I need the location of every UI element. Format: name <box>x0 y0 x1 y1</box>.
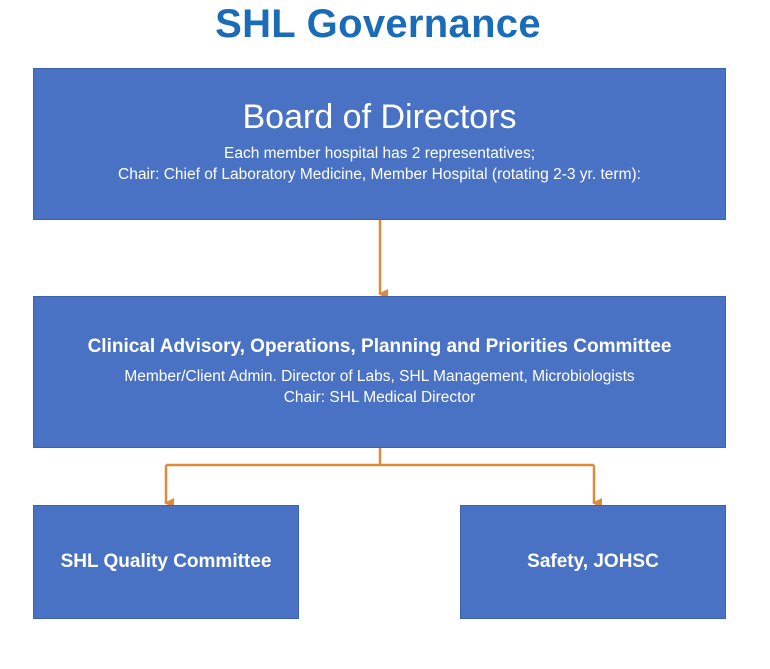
cap-committee-node <box>33 296 726 448</box>
cap-line-1: Member/Client Admin. Director of Labs, SHL Management, Microbiologists <box>124 368 635 385</box>
quality-committee-node <box>33 505 299 619</box>
board-line-1: Each member hospital has 2 representatives; <box>223 144 536 162</box>
board-line-2: Chair: Chief of Laboratory Medicine, Member Hospital (rotating 2-3 yr. term): <box>118 165 641 183</box>
board-heading: Board of Directors <box>242 97 517 136</box>
quality-heading: SHL Quality Committee <box>60 551 272 572</box>
safety-node <box>460 505 726 619</box>
cap-line-2: Chair: SHL Medical Director <box>283 389 476 406</box>
safety-heading: Safety, JOHSC <box>527 551 659 572</box>
board-of-directors-node <box>33 68 726 220</box>
cap-heading: Clinical Advisory, Operations, Planning and Priorities Committee <box>87 336 672 357</box>
page-title: SHL Governance <box>215 2 541 46</box>
